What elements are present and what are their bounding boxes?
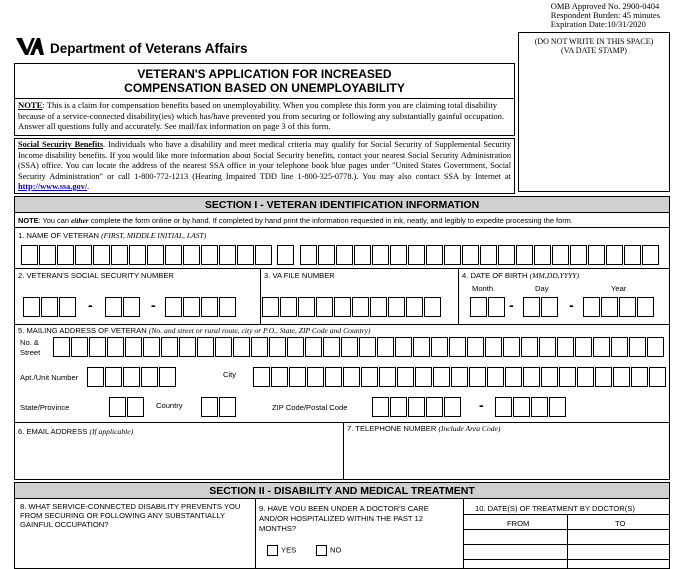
char-box[interactable] bbox=[277, 245, 294, 265]
char-box[interactable] bbox=[75, 245, 92, 265]
ssb-label: Social Security Benefits bbox=[18, 140, 104, 149]
char-box[interactable] bbox=[469, 367, 486, 387]
char-box[interactable] bbox=[593, 337, 610, 357]
zip-boxes-1[interactable] bbox=[372, 397, 462, 417]
char-box[interactable] bbox=[352, 297, 369, 317]
ssa-link[interactable]: http://www.ssa.gov/ bbox=[18, 182, 88, 191]
char-box[interactable] bbox=[408, 245, 425, 265]
char-box[interactable] bbox=[377, 337, 394, 357]
va-logo-icon bbox=[16, 36, 44, 56]
char-box[interactable] bbox=[179, 337, 196, 357]
char-box[interactable] bbox=[415, 367, 432, 387]
divider bbox=[463, 514, 669, 515]
va-date-stamp-area bbox=[518, 32, 670, 192]
section-1-note bbox=[18, 216, 573, 225]
divider bbox=[567, 514, 568, 569]
no-street-label-2: Street bbox=[20, 348, 41, 357]
char-box[interactable] bbox=[559, 367, 576, 387]
char-box[interactable] bbox=[201, 397, 218, 417]
f1-label: 1. NAME OF VETERAN bbox=[18, 231, 100, 240]
treatment-row-line[interactable] bbox=[463, 559, 669, 560]
divider bbox=[343, 422, 344, 479]
char-box[interactable] bbox=[183, 297, 200, 317]
last-name-boxes[interactable] bbox=[300, 245, 660, 265]
first-name-boxes[interactable] bbox=[21, 245, 273, 265]
char-box[interactable] bbox=[305, 337, 322, 357]
char-box[interactable] bbox=[87, 367, 104, 387]
char-box[interactable] bbox=[215, 337, 232, 357]
s1-note-label: NOTE bbox=[18, 216, 39, 225]
char-box[interactable] bbox=[613, 367, 630, 387]
field-2-label: 2. VETERAN'S SOCIAL SECURITY NUMBER bbox=[18, 271, 174, 280]
s1-note-pre: : You can bbox=[38, 216, 71, 225]
char-box[interactable] bbox=[53, 337, 70, 357]
note-box bbox=[14, 99, 515, 136]
note-label: NOTE bbox=[18, 100, 43, 110]
char-box[interactable] bbox=[105, 297, 122, 317]
dob-dash-2: - bbox=[569, 297, 574, 313]
char-box[interactable] bbox=[595, 367, 612, 387]
char-box[interactable] bbox=[201, 245, 218, 265]
f1-hint: (FIRST, MIDDLE INITIAL, LAST) bbox=[101, 231, 207, 240]
dob-day-boxes[interactable] bbox=[523, 297, 559, 317]
dob-dash-1: - bbox=[509, 297, 514, 313]
field-1-label bbox=[18, 231, 206, 240]
dob-year-boxes[interactable] bbox=[583, 297, 655, 317]
omb-number: OMB Approved No. 2900-0404 bbox=[550, 1, 660, 11]
char-box[interactable] bbox=[354, 245, 371, 265]
char-box[interactable] bbox=[431, 337, 448, 357]
char-box[interactable] bbox=[341, 337, 358, 357]
char-box[interactable] bbox=[159, 367, 176, 387]
f7-label: 7. TELEPHONE NUMBER bbox=[347, 424, 437, 433]
state-boxes[interactable] bbox=[109, 397, 145, 417]
char-box[interactable] bbox=[408, 397, 425, 417]
char-box[interactable] bbox=[624, 245, 641, 265]
yes-checkbox[interactable] bbox=[267, 545, 278, 556]
char-box[interactable] bbox=[41, 297, 58, 317]
stamp-instruction: (DO NOT WRITE IN THIS SPACE) bbox=[534, 37, 654, 46]
title-line-2: COMPENSATION BASED ON UNEMPLOYABILITY bbox=[124, 81, 405, 95]
char-box[interactable] bbox=[541, 297, 558, 317]
char-box[interactable] bbox=[390, 397, 407, 417]
field-8-label: 8. WHAT SERVICE-CONNECTED DISABILITY PREVENTS YOU FROM SECURING OR FOLLOWING ANY SUBSTANTIALLY GAINFUL OCCUPATION? bbox=[20, 502, 241, 529]
char-box[interactable] bbox=[271, 367, 288, 387]
char-box[interactable] bbox=[424, 297, 441, 317]
char-box[interactable] bbox=[513, 397, 530, 417]
ssn-dash-1: - bbox=[88, 297, 93, 313]
char-box[interactable] bbox=[147, 245, 164, 265]
char-box[interactable] bbox=[269, 337, 286, 357]
char-box[interactable] bbox=[570, 245, 587, 265]
field-6-label[interactable] bbox=[18, 427, 133, 436]
ssn-part-3[interactable] bbox=[165, 297, 237, 317]
char-box[interactable] bbox=[93, 245, 110, 265]
no-option[interactable] bbox=[316, 545, 341, 556]
char-box[interactable] bbox=[143, 337, 160, 357]
street-address-boxes[interactable] bbox=[53, 337, 665, 357]
field-9-label: 9. HAVE YOU BEEN UNDER A DOCTOR'S CARE AND/OR HOSPITALIZED WITHIN THE PAST 12 MONTHS? bbox=[259, 504, 429, 533]
char-box[interactable] bbox=[575, 337, 592, 357]
char-box[interactable] bbox=[307, 367, 324, 387]
char-box[interactable] bbox=[370, 297, 387, 317]
char-box[interactable] bbox=[488, 297, 505, 317]
char-box[interactable] bbox=[539, 337, 556, 357]
char-box[interactable] bbox=[141, 367, 158, 387]
char-box[interactable] bbox=[197, 337, 214, 357]
state-label: State/Province bbox=[20, 403, 70, 412]
f7-hint: (Include Area Code) bbox=[438, 424, 501, 433]
char-box[interactable] bbox=[521, 337, 538, 357]
char-box[interactable] bbox=[583, 297, 600, 317]
ssn-part-1[interactable] bbox=[23, 297, 77, 317]
social-security-benefits-box bbox=[14, 138, 515, 194]
char-box[interactable] bbox=[379, 367, 396, 387]
char-box[interactable] bbox=[413, 337, 430, 357]
f6-hint: (If applicable) bbox=[89, 427, 134, 436]
form-title bbox=[14, 63, 515, 99]
char-box[interactable] bbox=[534, 245, 551, 265]
zip-dash: - bbox=[479, 397, 484, 413]
char-box[interactable] bbox=[361, 367, 378, 387]
char-box[interactable] bbox=[485, 337, 502, 357]
field-7-label[interactable] bbox=[347, 424, 500, 433]
char-box[interactable] bbox=[323, 337, 340, 357]
char-box[interactable] bbox=[588, 245, 605, 265]
ssb-end: . bbox=[87, 182, 90, 191]
expiration-date: Expiration Date:10/31/2020 bbox=[550, 19, 646, 29]
field-4-label bbox=[462, 271, 579, 280]
char-box[interactable] bbox=[549, 397, 566, 417]
char-box[interactable] bbox=[336, 245, 353, 265]
char-box[interactable] bbox=[300, 245, 317, 265]
char-box[interactable] bbox=[343, 367, 360, 387]
char-box[interactable] bbox=[498, 245, 515, 265]
to-label: TO bbox=[615, 519, 626, 528]
char-box[interactable] bbox=[390, 245, 407, 265]
dob-month-boxes[interactable] bbox=[470, 297, 506, 317]
apt-boxes[interactable] bbox=[87, 367, 177, 387]
char-box[interactable] bbox=[577, 367, 594, 387]
char-box[interactable] bbox=[23, 297, 40, 317]
char-box[interactable] bbox=[444, 245, 461, 265]
char-box[interactable] bbox=[219, 397, 236, 417]
char-box[interactable] bbox=[233, 337, 250, 357]
char-box[interactable] bbox=[531, 397, 548, 417]
f5-label: 5. MAILING ADDRESS OF VETERAN bbox=[18, 326, 147, 335]
char-box[interactable] bbox=[129, 245, 146, 265]
char-box[interactable] bbox=[516, 245, 533, 265]
char-box[interactable] bbox=[523, 297, 540, 317]
note-text: : This is a claim for compensation benefits based on unemployability. When you complete this form you are claiming total disability because of a service-connected disability(ies) which has/have prevented you from securing or following any substantially gainful occupation. Answer all questions fully and accurately. See mail/fax information on page 3 of this form. bbox=[18, 100, 505, 131]
char-box[interactable] bbox=[601, 297, 618, 317]
char-box[interactable] bbox=[637, 297, 654, 317]
char-box[interactable] bbox=[557, 337, 574, 357]
zip-label: ZIP Code/Postal Code bbox=[272, 403, 348, 412]
ssn-part-2[interactable] bbox=[105, 297, 141, 317]
char-box[interactable] bbox=[541, 367, 558, 387]
char-box[interactable] bbox=[165, 245, 182, 265]
f6-label: 6. EMAIL ADDRESS bbox=[18, 427, 88, 436]
char-box[interactable] bbox=[503, 337, 520, 357]
f5-hint: (No. and street or rural route, city or P.O., State, ZIP Code and Country) bbox=[148, 326, 371, 335]
char-box[interactable] bbox=[462, 245, 479, 265]
char-box[interactable] bbox=[552, 245, 569, 265]
char-box[interactable] bbox=[219, 297, 236, 317]
section-1-header: SECTION I - VETERAN IDENTIFICATION INFORMATION bbox=[14, 196, 670, 213]
char-box[interactable] bbox=[109, 397, 126, 417]
char-box[interactable] bbox=[107, 337, 124, 357]
char-box[interactable] bbox=[372, 245, 389, 265]
s1-note-either: either bbox=[71, 216, 89, 225]
char-box[interactable] bbox=[125, 337, 142, 357]
department-name: Department of Veterans Affairs bbox=[50, 41, 248, 56]
from-label: FROM bbox=[507, 519, 530, 528]
apt-label: Apt./Unit Number bbox=[20, 373, 79, 382]
char-box[interactable] bbox=[316, 297, 333, 317]
char-box[interactable] bbox=[334, 297, 351, 317]
section-2-grid bbox=[14, 499, 670, 569]
char-box[interactable] bbox=[161, 337, 178, 357]
char-box[interactable] bbox=[201, 297, 218, 317]
char-box[interactable] bbox=[280, 297, 297, 317]
char-box[interactable] bbox=[325, 367, 342, 387]
char-box[interactable] bbox=[629, 337, 646, 357]
char-box[interactable] bbox=[237, 245, 254, 265]
char-box[interactable] bbox=[523, 367, 540, 387]
char-box[interactable] bbox=[426, 245, 443, 265]
ssb-text: . Individuals who have a disability and meet medical criteria may qualify for Social Security of Supplemental Security Income disability benefits. If you would like more information about Social Security benefits, contact your nearest Social Security Administration (SSA) office. You can locate the address of the nearest SSA office in your telephone book blue pages under "United States Government, Social Security Administration" or call 1-800-772-1213 (Hearing Impaired TDD line 1-800-325-0778.). You may also contact SSA by Internet at bbox=[18, 140, 511, 181]
f4-label: 4. DATE OF BIRTH bbox=[462, 271, 528, 280]
day-label: Day bbox=[535, 284, 549, 293]
char-box[interactable] bbox=[647, 337, 664, 357]
char-box[interactable] bbox=[298, 297, 315, 317]
respondent-burden: Respondent Burden: 45 minutes bbox=[550, 10, 660, 20]
year-label: Year bbox=[611, 284, 627, 293]
char-box[interactable] bbox=[495, 397, 512, 417]
divider bbox=[15, 422, 669, 423]
char-box[interactable] bbox=[111, 245, 128, 265]
char-box[interactable] bbox=[619, 297, 636, 317]
divider bbox=[458, 268, 459, 324]
char-box[interactable] bbox=[262, 297, 279, 317]
char-box[interactable] bbox=[395, 337, 412, 357]
char-box[interactable] bbox=[359, 337, 376, 357]
section-2-header: SECTION II - DISABILITY AND MEDICAL TREATMENT bbox=[14, 482, 670, 499]
no-street-label-1: No. & bbox=[20, 338, 39, 347]
treatment-row-line[interactable] bbox=[463, 529, 669, 530]
char-box[interactable] bbox=[433, 367, 450, 387]
divider bbox=[15, 227, 669, 228]
char-box[interactable] bbox=[39, 245, 56, 265]
field-10-label: 10. DATE(S) OF TREATMENT BY DOCTOR(S) bbox=[475, 504, 635, 513]
country-boxes[interactable] bbox=[201, 397, 237, 417]
char-box[interactable] bbox=[183, 245, 200, 265]
zip-boxes-2[interactable] bbox=[495, 397, 567, 417]
section-1-grid bbox=[14, 213, 670, 480]
char-box[interactable] bbox=[487, 367, 504, 387]
s1-note-post: complete the form online or by hand. If completed by hand print the information requested in ink, neatly, and legibly to expedite processing the form. bbox=[88, 216, 573, 225]
f4-hint: (MM,DD,YYYY) bbox=[529, 271, 580, 280]
field-3-label: 3. VA FILE NUMBER bbox=[264, 271, 335, 280]
char-box[interactable] bbox=[397, 367, 414, 387]
char-box[interactable] bbox=[255, 245, 272, 265]
char-box[interactable] bbox=[426, 397, 443, 417]
char-box[interactable] bbox=[470, 297, 487, 317]
char-box[interactable] bbox=[318, 245, 335, 265]
char-box[interactable] bbox=[219, 245, 236, 265]
char-box[interactable] bbox=[444, 397, 461, 417]
char-box[interactable] bbox=[611, 337, 628, 357]
va-file-number-boxes[interactable] bbox=[262, 297, 442, 317]
yes-label: YES bbox=[281, 545, 297, 555]
char-box[interactable] bbox=[606, 245, 623, 265]
char-box[interactable] bbox=[451, 367, 468, 387]
middle-initial-box[interactable] bbox=[277, 245, 295, 265]
divider bbox=[255, 499, 256, 569]
char-box[interactable] bbox=[123, 297, 140, 317]
divider bbox=[15, 324, 669, 325]
city-label: City bbox=[223, 370, 237, 379]
yes-option[interactable] bbox=[267, 545, 296, 556]
char-box[interactable] bbox=[649, 367, 666, 387]
char-box[interactable] bbox=[406, 297, 423, 317]
char-box[interactable] bbox=[105, 367, 122, 387]
char-box[interactable] bbox=[127, 397, 144, 417]
char-box[interactable] bbox=[21, 245, 38, 265]
char-box[interactable] bbox=[165, 297, 182, 317]
char-box[interactable] bbox=[251, 337, 268, 357]
char-box[interactable] bbox=[642, 245, 659, 265]
ssn-dash-2: - bbox=[151, 297, 156, 313]
char-box[interactable] bbox=[123, 367, 140, 387]
char-box[interactable] bbox=[388, 297, 405, 317]
char-box[interactable] bbox=[505, 367, 522, 387]
divider bbox=[260, 268, 261, 324]
char-box[interactable] bbox=[289, 367, 306, 387]
char-box[interactable] bbox=[480, 245, 497, 265]
stamp-label: (VA DATE STAMP) bbox=[561, 46, 627, 55]
divider bbox=[15, 268, 669, 269]
title-line-1: VETERAN'S APPLICATION FOR INCREASED bbox=[137, 67, 392, 81]
char-box[interactable] bbox=[89, 337, 106, 357]
omb-info bbox=[551, 2, 660, 29]
country-label: Country bbox=[156, 401, 183, 410]
field-5-label bbox=[18, 326, 371, 335]
city-boxes[interactable] bbox=[253, 367, 667, 387]
char-box[interactable] bbox=[253, 367, 270, 387]
char-box[interactable] bbox=[467, 337, 484, 357]
no-label: NO bbox=[330, 545, 342, 555]
char-box[interactable] bbox=[57, 245, 74, 265]
char-box[interactable] bbox=[372, 397, 389, 417]
char-box[interactable] bbox=[449, 337, 466, 357]
month-label: Month bbox=[472, 284, 494, 293]
char-box[interactable] bbox=[59, 297, 76, 317]
treatment-row-line[interactable] bbox=[463, 544, 669, 545]
char-box[interactable] bbox=[631, 367, 648, 387]
no-checkbox[interactable] bbox=[316, 545, 327, 556]
char-box[interactable] bbox=[287, 337, 304, 357]
char-box[interactable] bbox=[71, 337, 88, 357]
